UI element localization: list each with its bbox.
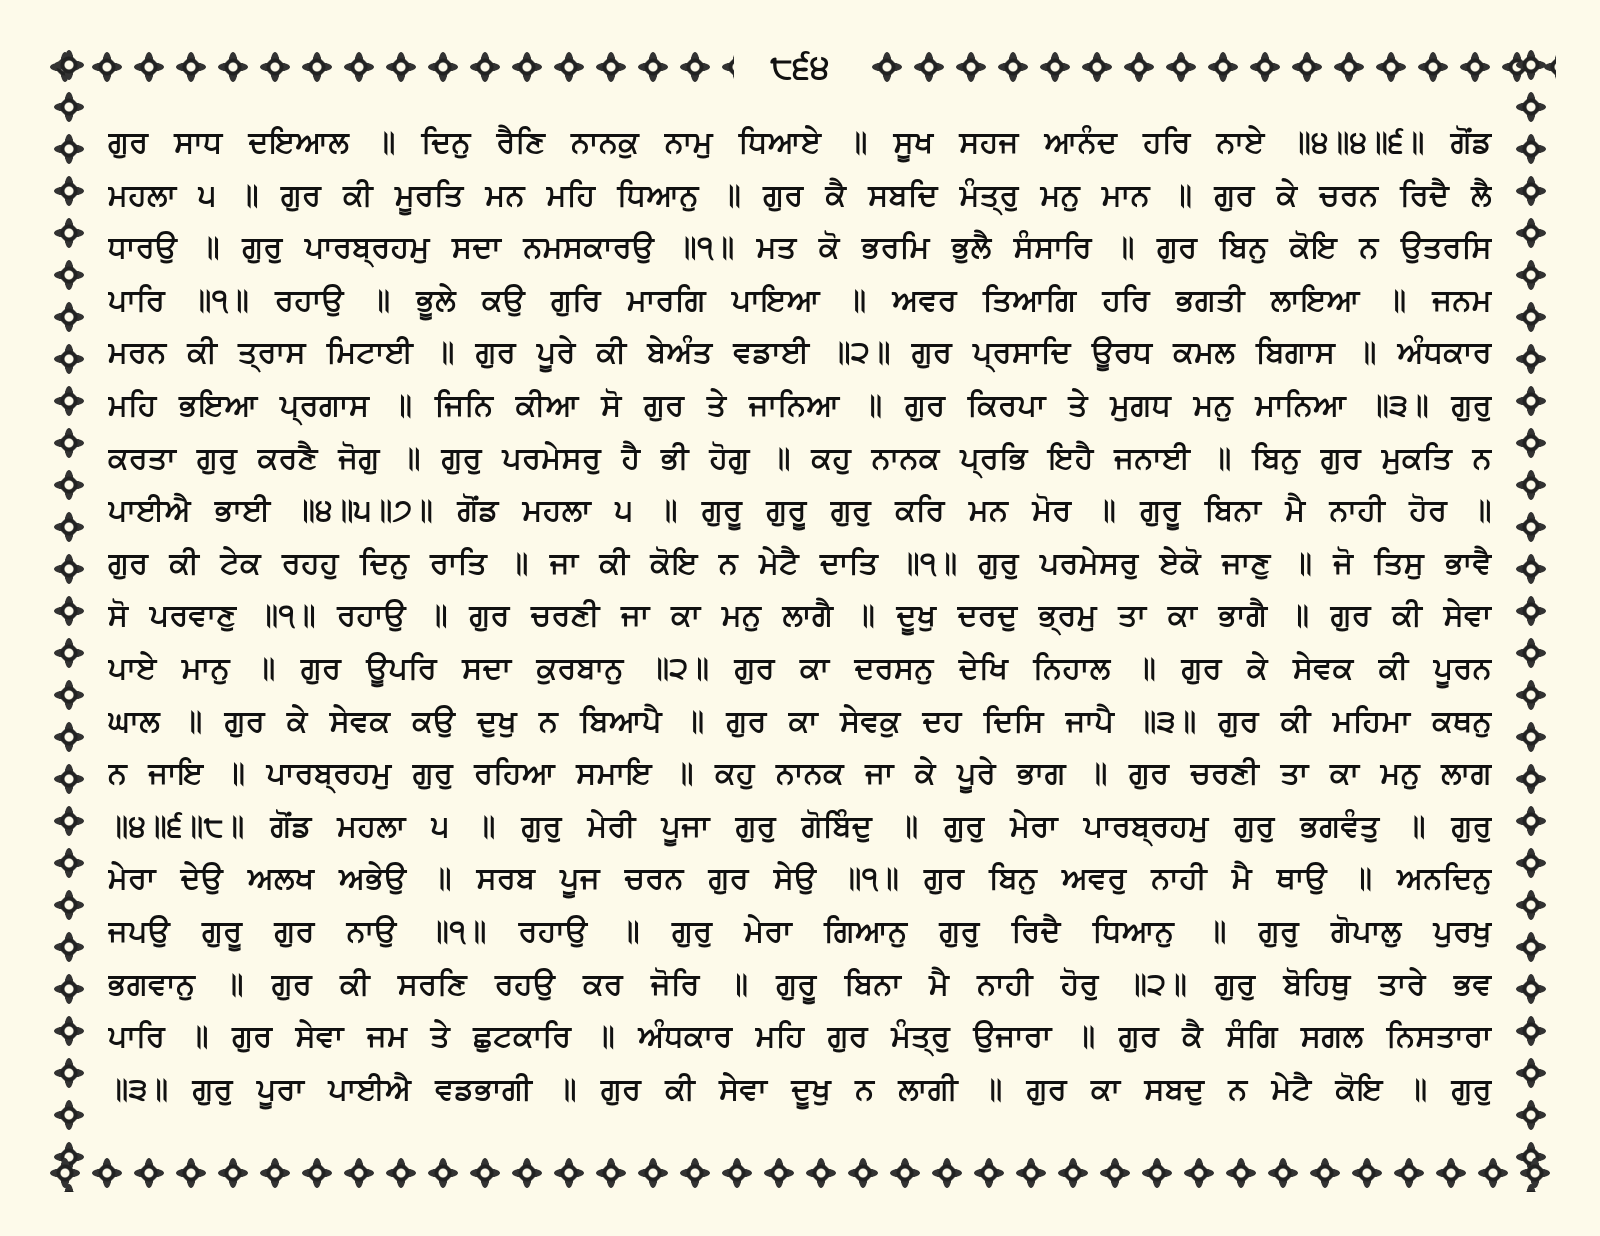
text-line: ਕਰਤਾ ਗੁਰੁ ਕਰਣੈ ਜੋਗੁ ॥ ਗੁਰੁ ਪਰਮੇਸਰੁ ਹੈ ਭੀ ਹੋਗੁ ॥ ਕਹੁ ਨਾਨਕ ਪ੍ਰਭਿ ਇਹੈ ਜਨਾਈ ॥ ਬਿਨੁ ਗੁਰ ਮੁਕਤਿ ਨ <box>108 440 1492 476</box>
flower-ornament-icon <box>1506 44 1556 1192</box>
text-line: ਗੁਰ ਕੀ ਟੇਕ ਰਹਹੁ ਦਿਨੁ ਰਾਤਿ ॥ ਜਾ ਕੀ ਕੋਇ ਨ ਮੇਟੈ ਦਾਤਿ ॥੧॥ ਗੁਰੁ ਪਰਮੇਸਰੁ ਏਕੋ ਜਾਣੁ ॥ ਜੋ ਤਿਸੁ ਭਾਵੈ <box>108 545 1492 581</box>
text-line: ਮਹਲਾ ੫ ॥ ਗੁਰ ਕੀ ਮੂਰਤਿ ਮਨ ਮਹਿ ਧਿਆਨੁ ॥ ਗੁਰ ਕੈ ਸਬਦਿ ਮੰਤ੍ਰੁ ਮਨੁ ਮਾਨ ॥ ਗੁਰ ਕੇ ਚਰਨ ਰਿਦੈ ਲੈ <box>108 177 1492 213</box>
text-line: ਪਾਰਿ ॥ ਗੁਰ ਸੇਵਾ ਜਮ ਤੇ ਛੁਟਕਾਰਿ ॥ ਅੰਧਕਾਰ ਮਹਿ ਗੁਰ ਮੰਤ੍ਰੁ ਉਜਾਰਾ ॥ ਗੁਰ ਕੈ ਸੰਗਿ ਸਗਲ ਨਿਸਤਾਰਾ <box>108 1019 1492 1055</box>
page-number: ੮੬੪ <box>770 47 830 87</box>
text-line: ਪਾਈਐ ਭਾਈ ॥੪॥੫॥੭॥ ਗੋਂਡ ਮਹਲਾ ੫ ॥ ਗੁਰੂ ਗੁਰੂ ਗੁਰੁ ਕਰਿ ਮਨ ਮੋਰ ॥ ਗੁਰੂ ਬਿਨਾ ਮੈ ਨਾਹੀ ਹੋਰ ॥ <box>108 493 1492 529</box>
flower-ornament-icon <box>44 44 94 1192</box>
text-line: ਭਗਵਾਨੁ ॥ ਗੁਰ ਕੀ ਸਰਣਿ ਰਹਉ ਕਰ ਜੋਰਿ ॥ ਗੁਰੂ ਬਿਨਾ ਮੈ ਨਾਹੀ ਹੋਰੁ ॥੨॥ ਗੁਰੁ ਬੋਹਿਥੁ ਤਾਰੇ ਭਵ <box>108 966 1492 1002</box>
flower-ornament-icon <box>866 42 1556 92</box>
text-line: ਮੇਰਾ ਦੇਉ ਅਲਖ ਅਭੇਉ ॥ ਸਰਬ ਪੂਜ ਚਰਨ ਗੁਰ ਸੇਉ ॥੧॥ ਗੁਰ ਬਿਨੁ ਅਵਰੁ ਨਾਹੀ ਮੈ ਥਾਉ ॥ ਅਨਦਿਨੁ <box>108 861 1492 897</box>
flower-ornament-icon <box>44 1148 1556 1198</box>
text-line: ਪਾਏ ਮਾਨੁ ॥ ਗੁਰ ਊਪਰਿ ਸਦਾ ਕੁਰਬਾਨੁ ॥੨॥ ਗੁਰ ਕਾ ਦਰਸਨੁ ਦੇਖਿ ਨਿਹਾਲ ॥ ਗੁਰ ਕੇ ਸੇਵਕ ਕੀ ਪੂਰਨ <box>108 650 1492 686</box>
text-line: ਘਾਲ ॥ ਗੁਰ ਕੇ ਸੇਵਕ ਕਉ ਦੁਖੁ ਨ ਬਿਆਪੈ ॥ ਗੁਰ ਕਾ ਸੇਵਕੁ ਦਹ ਦਿਸਿ ਜਾਪੈ ॥੩॥ ਗੁਰ ਕੀ ਮਹਿਮਾ ਕਥਨੁ <box>108 703 1492 739</box>
gurbani-text <box>108 117 1492 1116</box>
text-line: ਨ ਜਾਇ ॥ ਪਾਰਬ੍ਰਹਮੁ ਗੁਰੁ ਰਹਿਆ ਸਮਾਇ ॥ ਕਹੁ ਨਾਨਕ ਜਾ ਕੇ ਪੂਰੇ ਭਾਗ ॥ ਗੁਰ ਚਰਣੀ ਤਾ ਕਾ ਮਨੁ ਲਾਗ <box>108 756 1492 792</box>
text-line: ਮਹਿ ਭਇਆ ਪ੍ਰਗਾਸ ॥ ਜਿਨਿ ਕੀਆ ਸੋ ਗੁਰ ਤੇ ਜਾਨਿਆ ॥ ਗੁਰ ਕਿਰਪਾ ਤੇ ਮੁਗਧ ਮਨੁ ਮਾਨਿਆ ॥੩॥ ਗੁਰੁ <box>108 387 1492 423</box>
text-line: ਗੁਰ ਸਾਧ ਦਇਆਲ ॥ ਦਿਨੁ ਰੈਣਿ ਨਾਨਕੁ ਨਾਮੁ ਧਿਆਏ ॥ ਸੂਖ ਸਹਜ ਆਨੰਦ ਹਰਿ ਨਾਏ ॥੪॥੪॥੬॥ ਗੋਂਡ <box>108 125 1492 160</box>
text-line: ॥੪॥੬॥੮॥ ਗੋਂਡ ਮਹਲਾ ੫ ॥ ਗੁਰੁ ਮੇਰੀ ਪੂਜਾ ਗੁਰੁ ਗੋਬਿੰਦੁ ॥ ਗੁਰੁ ਮੇਰਾ ਪਾਰਬ੍ਰਹਮੁ ਗੁਰੁ ਭਗਵੰਤੁ ॥ ਗੁਰੁ <box>108 808 1492 844</box>
text-line: ਪਾਰਿ ॥੧॥ ਰਹਾਉ ॥ ਭੂਲੇ ਕਉ ਗੁਰਿ ਮਾਰਗਿ ਪਾਇਆ ॥ ਅਵਰ ਤਿਆਗਿ ਹਰਿ ਭਗਤੀ ਲਾਇਆ ॥ ਜਨਮ <box>108 282 1492 318</box>
text-line: ਧਾਰਉ ॥ ਗੁਰੁ ਪਾਰਬ੍ਰਹਮੁ ਸਦਾ ਨਮਸਕਾਰਉ ॥੧॥ ਮਤ ਕੋ ਭਰਮਿ ਭੁਲੈ ਸੰਸਾਰਿ ॥ ਗੁਰ ਬਿਨੁ ਕੋਇ ਨ ਉਤਰਸਿ <box>108 230 1492 266</box>
text-line: ਜਪਉ ਗੁਰੂ ਗੁਰ ਨਾਉ ॥੧॥ ਰਹਾਉ ॥ ਗੁਰੁ ਮੇਰਾ ਗਿਆਨੁ ਗੁਰੁ ਰਿਦੈ ਧਿਆਨੁ ॥ ਗੁਰੁ ਗੋਪਾਲੁ ਪੁਰਖੁ <box>108 913 1492 949</box>
flower-ornament-icon <box>44 42 734 92</box>
text-line: ॥੩॥ ਗੁਰੁ ਪੂਰਾ ਪਾਈਐ ਵਡਭਾਗੀ ॥ ਗੁਰ ਕੀ ਸੇਵਾ ਦੂਖੁ ਨ ਲਾਗੀ ॥ ਗੁਰ ਕਾ ਸਬਦੁ ਨ ਮੇਟੈ ਕੋਇ ॥ ਗੁਰੁ <box>108 1071 1492 1107</box>
text-line: ਸੋ ਪਰਵਾਣੁ ॥੧॥ ਰਹਾਉ ॥ ਗੁਰ ਚਰਣੀ ਜਾ ਕਾ ਮਨੁ ਲਾਗੈ ॥ ਦੂਖੁ ਦਰਦੁ ਭ੍ਰਮੁ ਤਾ ਕਾ ਭਾਗੈ ॥ ਗੁਰ ਕੀ ਸੇਵਾ <box>108 598 1492 634</box>
text-line: ਮਰਨ ਕੀ ਤ੍ਰਾਸ ਮਿਟਾਈ ॥ ਗੁਰ ਪੂਰੇ ਕੀ ਬੇਅੰਤ ਵਡਾਈ ॥੨॥ ਗੁਰ ਪ੍ਰਸਾਦਿ ਊਰਧ ਕਮਲ ਬਿਗਾਸ ॥ ਅੰਧਕਾਰ <box>108 335 1492 371</box>
